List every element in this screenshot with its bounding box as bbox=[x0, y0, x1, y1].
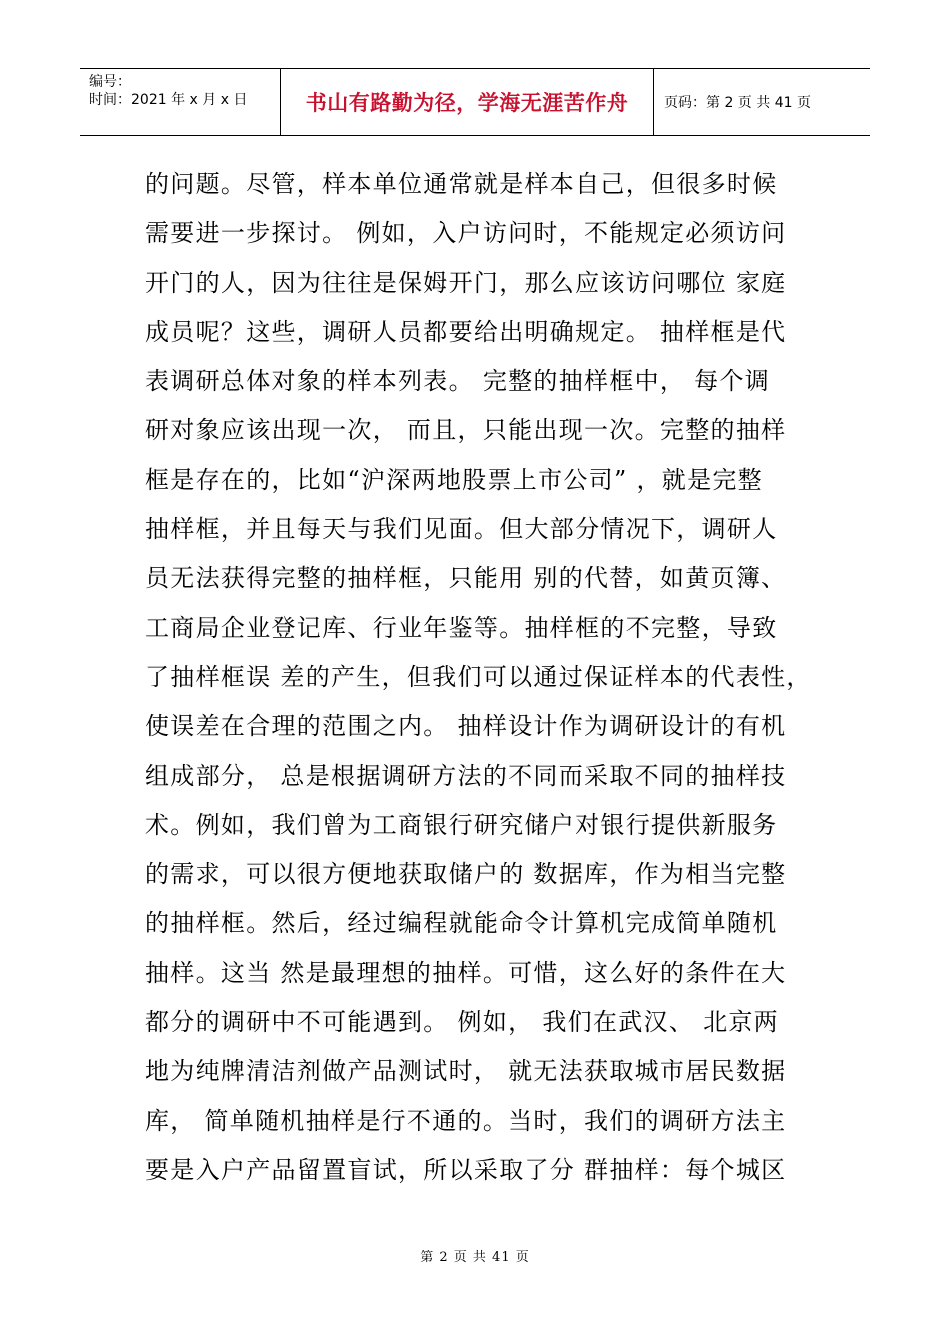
body-line: 术。例如，我们曾为工商银行研究储户对银行提供新服务 bbox=[145, 810, 778, 839]
body-line: 员无法获得完整的抽样框，只能用 别的代替，如黄页簿、 bbox=[145, 564, 787, 593]
body-line: 开门的人，因为往往是保姆开门，那么应该访问哪位 家庭 bbox=[145, 268, 787, 297]
header-motto-cell bbox=[281, 69, 654, 135]
body-line: 组成部分， 总是根据调研方法的不同而采取不同的抽样技 bbox=[145, 761, 787, 790]
body-line: 研对象应该出现一次， 而且，只能出现一次。完整的抽样 bbox=[145, 416, 787, 445]
body-line: 库， 简单随机抽样是行不通的。当时，我们的调研方法主 bbox=[145, 1106, 787, 1135]
header-meta-cell bbox=[80, 69, 281, 135]
body-line: 使误差在合理的范围之内。 抽样设计作为调研设计的有机 bbox=[145, 712, 787, 741]
body-line: 抽样。这当 然是最理想的抽样。可惜，这么好的条件在大 bbox=[145, 958, 787, 987]
document-number-label: 编号： bbox=[89, 74, 131, 90]
body-line: 成员呢？这些，调研人员都要给出明确规定。 抽样框是代 bbox=[145, 317, 787, 346]
page-header bbox=[80, 68, 870, 136]
header-page-cell bbox=[654, 69, 870, 135]
header-motto: 书山有路勤为径，学海无涯苦作舟 bbox=[305, 91, 629, 115]
body-line: 地为纯牌清洁剂做产品测试时， 就无法获取城市居民数据 bbox=[145, 1057, 787, 1086]
document-time-label: 时间：2021 年 x 月 x 日 bbox=[89, 92, 248, 108]
body-line: 需要进一步探讨。 例如，入户访问时，不能规定必须访问 bbox=[145, 219, 787, 248]
body-line: 要是入户产品留置盲试，所以采取了分 群抽样：每个城区 bbox=[145, 1155, 787, 1184]
body-line: 都分的调研中不可能遇到。 例如， 我们在武汉、 北京两 bbox=[145, 1008, 779, 1037]
body-line: 表调研总体对象的样本列表。 完整的抽样框中， 每个调 bbox=[145, 367, 771, 396]
document-body bbox=[145, 160, 810, 1195]
body-line: 的问题。尽管，样本单位通常就是样本自己，但很多时候 bbox=[145, 170, 778, 198]
header-page-info: 页码：第 2 页 共 41 页 bbox=[664, 95, 811, 111]
body-line: 抽样框，并且每天与我们见面。但大部分情况下，调研人 bbox=[145, 515, 778, 544]
body-line: 的抽样框。然后，经过编程就能命令计算机完成简单随机 bbox=[145, 909, 778, 938]
body-line: 了抽样框误 差的产生，但我们可以通过保证样本的代表性， bbox=[145, 662, 812, 691]
body-line: 工商局企业登记库、行业年鉴等。抽样框的不完整，导致 bbox=[145, 613, 778, 642]
page-footer: 第 2 页 共 41 页 bbox=[420, 1250, 530, 1265]
body-line: 的需求，可以很方便地获取储户的 数据库，作为相当完整 bbox=[145, 860, 787, 889]
body-line: 框是存在的，比如“沪深两地股票上市公司” ，就是完整 bbox=[145, 465, 763, 494]
